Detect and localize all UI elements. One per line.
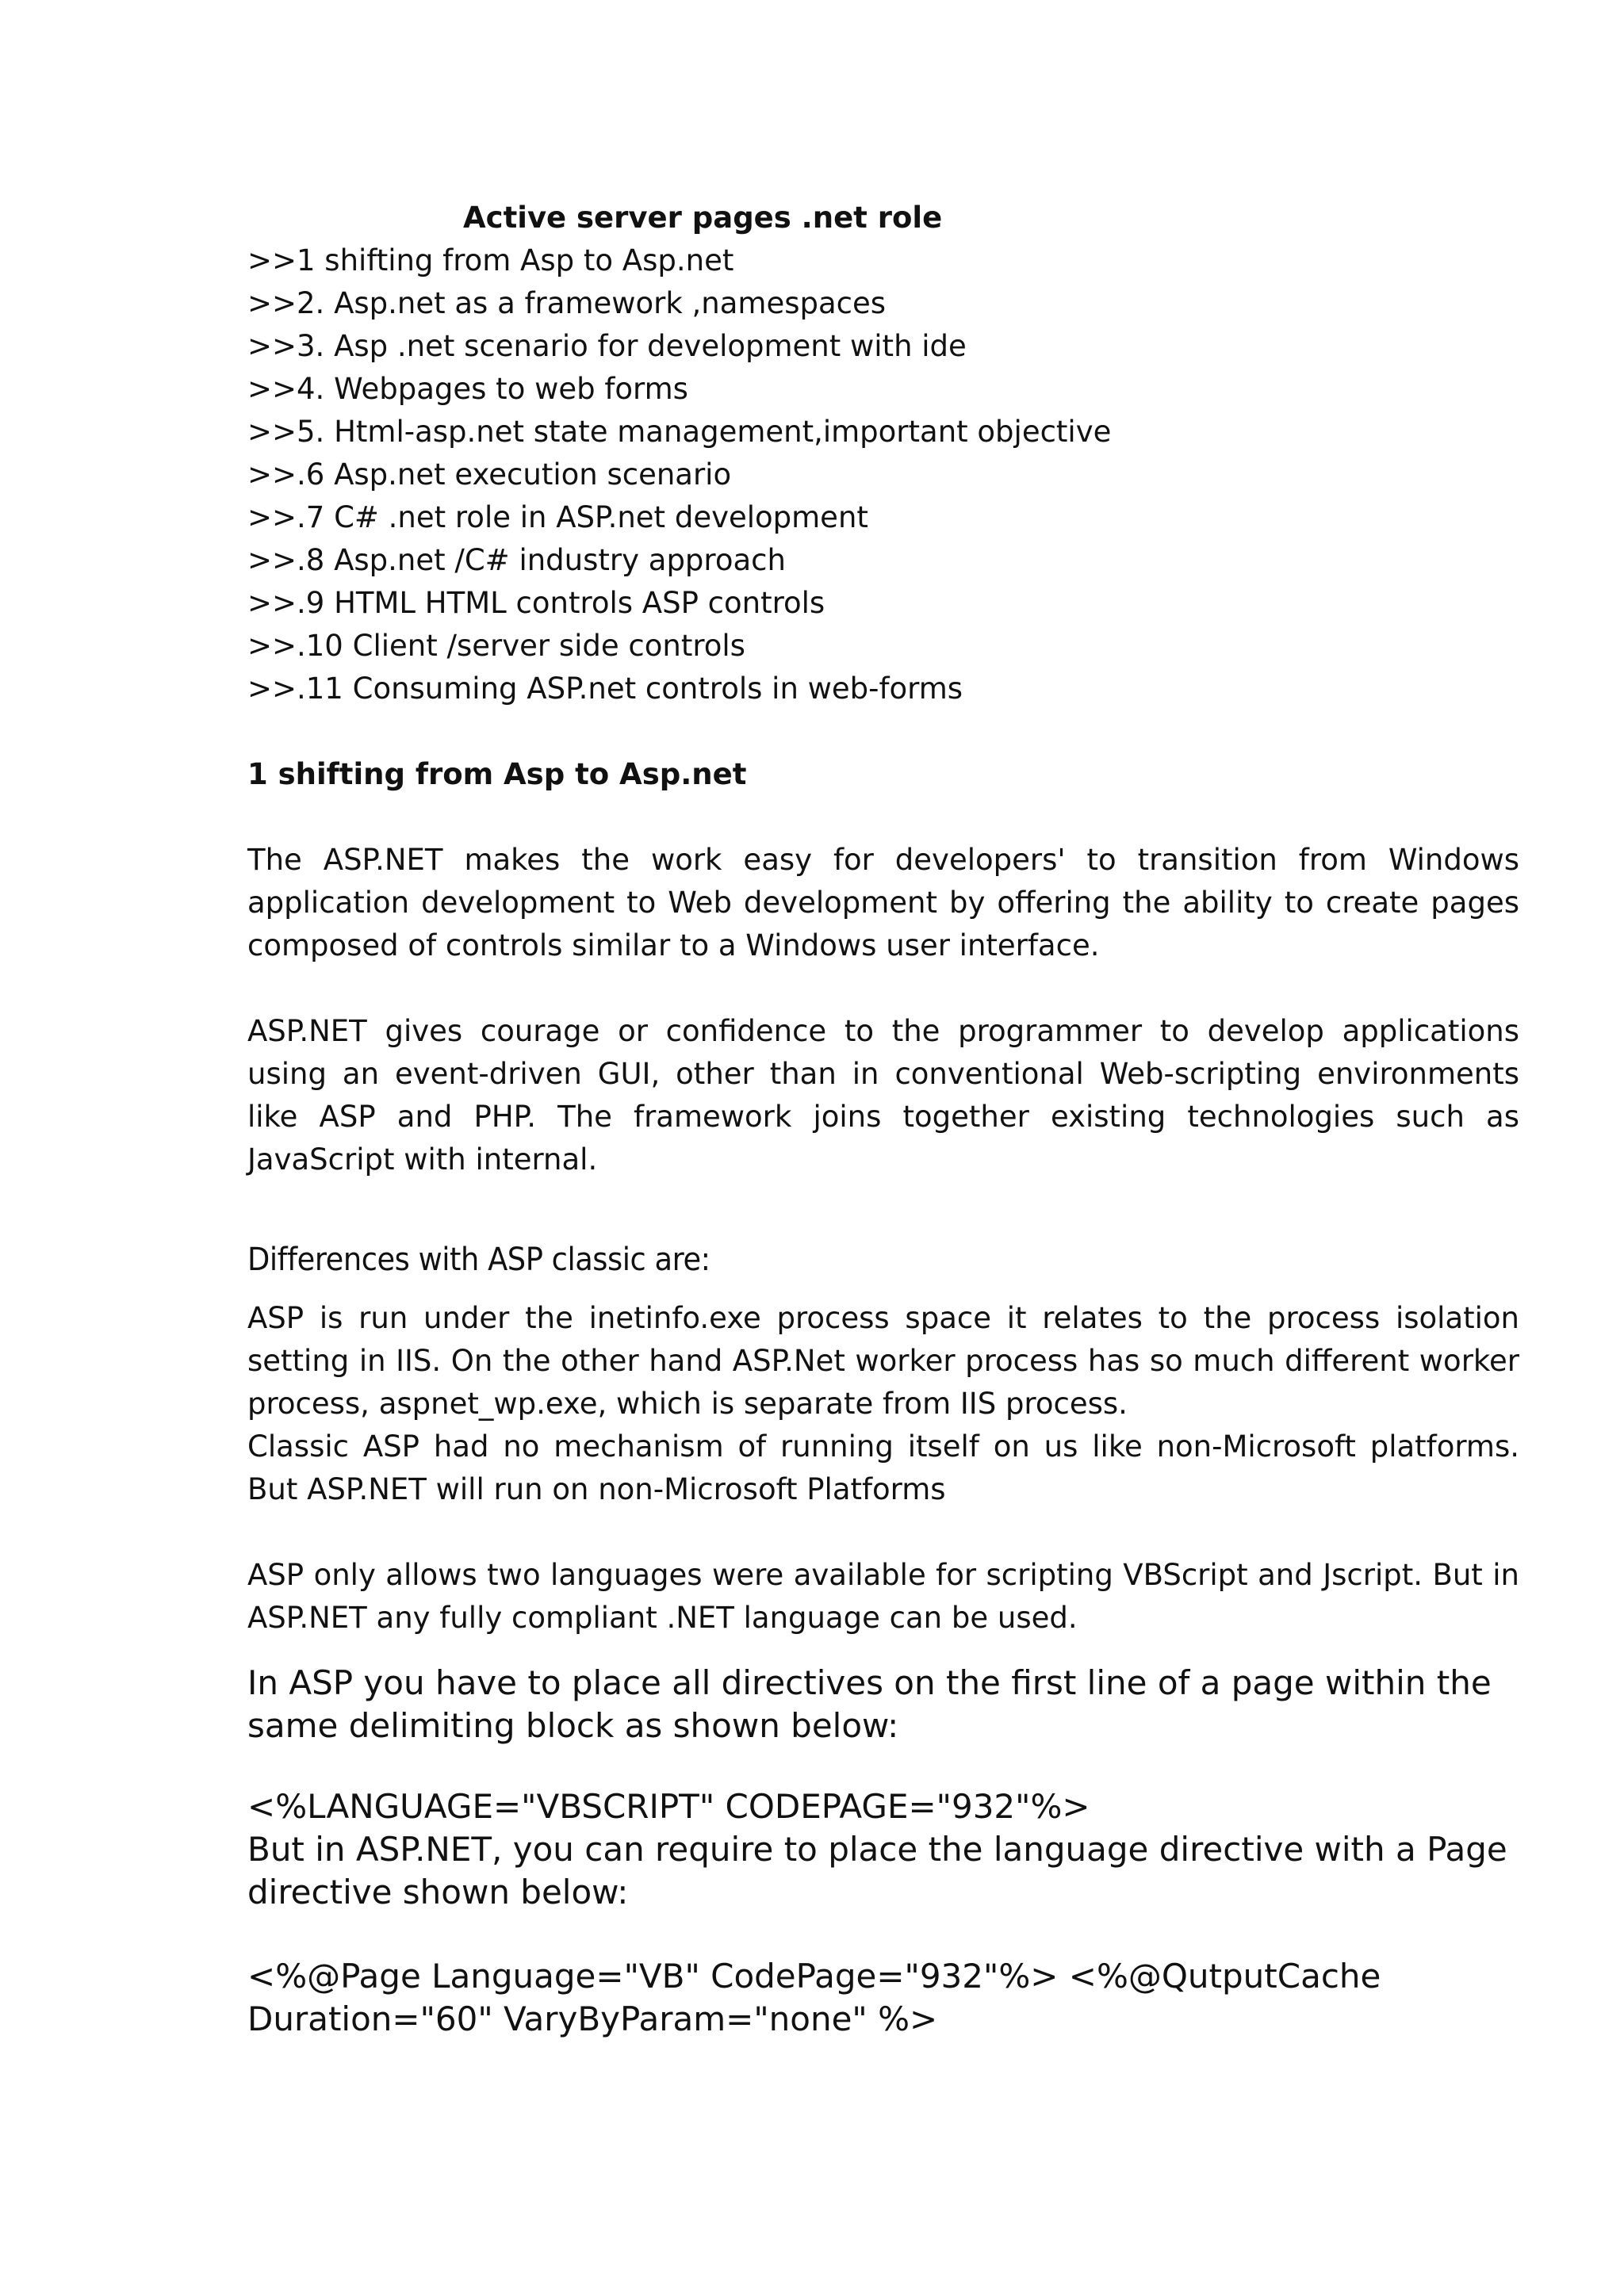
page-title: Active server pages .net role bbox=[463, 201, 943, 235]
toc-item: >>2. Asp.net as a framework ,namespaces bbox=[247, 286, 887, 320]
toc-item: >>.9 HTML HTML controls ASP controls bbox=[247, 586, 825, 620]
paragraph: In ASP you have to place all directives on the first line of a page within the same delimiting block as shown below: bbox=[247, 1663, 1492, 1745]
toc-item: >>.10 Client /server side controls bbox=[247, 629, 745, 663]
paragraph: ASP is run under the inetinfo.exe process space it relates to the process isolation setting in IIS. On the other hand ASP.Net worker process has so much different worker process, aspnet_wp.exe, which is separate from IIS process. bbox=[247, 1301, 1519, 1421]
section-heading: 1 shifting from Asp to Asp.net bbox=[247, 757, 747, 791]
toc-item: >>4. Webpages to web forms bbox=[247, 372, 688, 406]
toc-item: >>.7 C# .net role in ASP.net development bbox=[247, 500, 868, 534]
toc-item: >>1 shifting from Asp to Asp.net bbox=[247, 243, 734, 277]
code-snippet: <%@Page Language="VB" CodePage="932"%> <%@QutputCache Duration="60" VaryByParam="none" %> bbox=[247, 1957, 1381, 2038]
toc-item: >>.6 Asp.net execution scenario bbox=[247, 457, 732, 492]
document-body bbox=[247, 197, 1519, 2041]
paragraph: ASP.NET gives courage or confidence to the programmer to develop applications using an event-driven GUI, other than in conventional Web-scripting environments like ASP and PHP. The framework joins together existing technologies such as JavaScript with internal. bbox=[247, 1014, 1519, 1177]
paragraph: ASP only allows two languages were available for scripting VBScript and Jscript. But in ASP.NET any fully compliant .NET language can be used. bbox=[247, 1558, 1519, 1635]
differences-heading: Differences with ASP classic are: bbox=[247, 1242, 710, 1278]
code-snippet: <%LANGUAGE="VBSCRIPT" CODEPAGE="932"%> bbox=[247, 1787, 1090, 1826]
paragraph: Classic ASP had no mechanism of running itself on us like non-Microsoft platforms. But ASP.NET will run on non-Microsoft Platforms bbox=[247, 1429, 1519, 1506]
toc-item: >>3. Asp .net scenario for development with ide bbox=[247, 329, 967, 363]
toc-item: >>5. Html-asp.net state management,important objective bbox=[247, 415, 1112, 449]
table-of-contents bbox=[247, 239, 1519, 710]
toc-item: >>.8 Asp.net /C# industry approach bbox=[247, 543, 786, 577]
paragraph: But in ASP.NET, you can require to place the language directive with a Page directive shown below: bbox=[247, 1830, 1507, 1911]
paragraph: The ASP.NET makes the work easy for developers' to transition from Windows application development to Web development by offering the ability to create pages composed of controls similar to a Windows user interface. bbox=[247, 843, 1519, 962]
toc-item: >>.11 Consuming ASP.net controls in web-forms bbox=[247, 672, 963, 706]
